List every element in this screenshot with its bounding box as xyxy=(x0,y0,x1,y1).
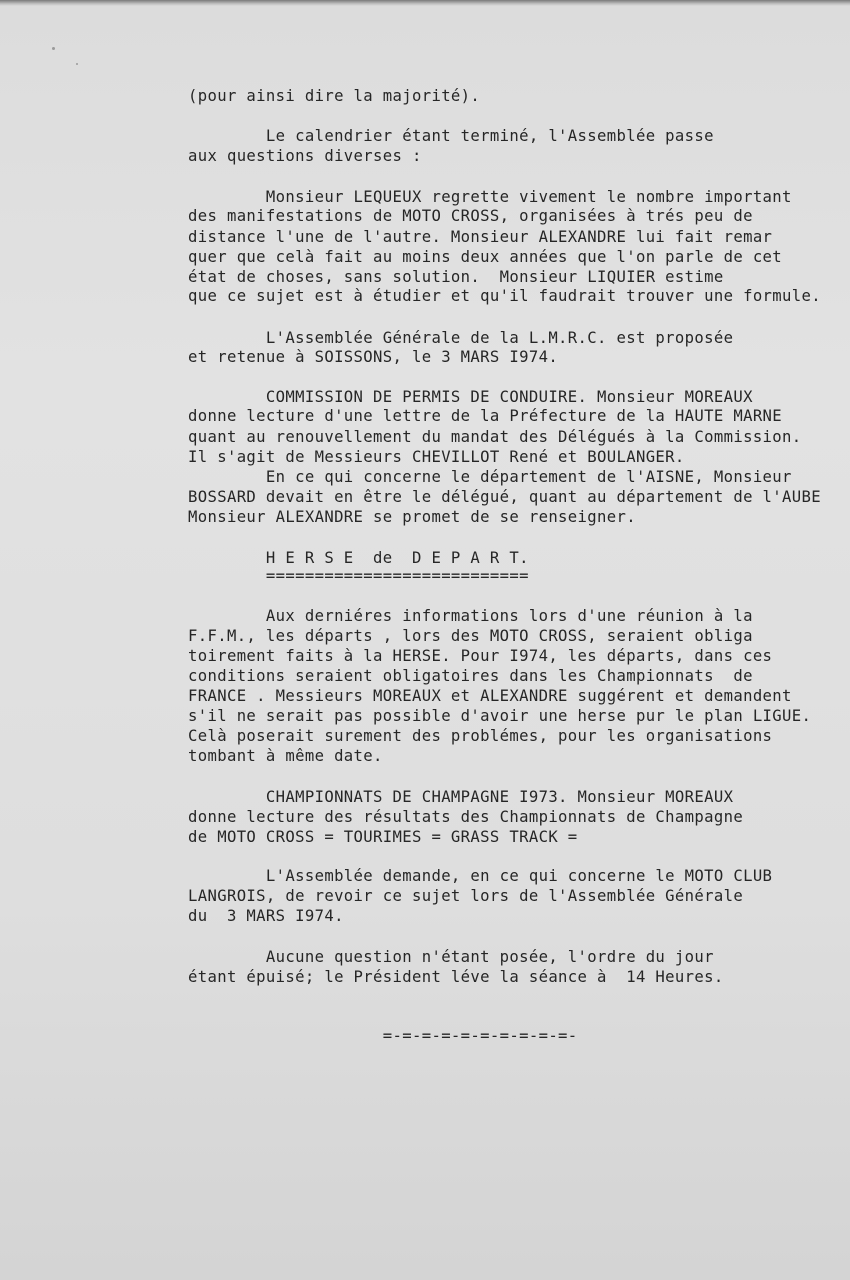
text-line: L'Assemblée Générale de la L.M.R.C. est proposée xyxy=(188,329,734,347)
text-line: de MOTO CROSS = TOURIMES = GRASS TRACK = xyxy=(188,828,578,846)
text-line: L'Assemblée demande, en ce qui concerne le MOTO CLUB xyxy=(188,867,773,885)
page-top-edge xyxy=(0,0,850,6)
text-line: que ce sujet est à étudier et qu'il faudrait trouver une formule. xyxy=(188,287,821,305)
text-line: étant épuisé; le Président léve la séance à 14 Heures. xyxy=(188,968,724,986)
text-line: En ce qui concerne le département de l'AISNE, Monsieur xyxy=(188,468,792,486)
text-line: COMMISSION DE PERMIS DE CONDUIRE. Monsieur MOREAUX xyxy=(188,388,753,406)
text-line: quant au renouvellement du mandat des Délégués à la Commission. xyxy=(188,428,802,446)
text-line: tombant à même date. xyxy=(188,747,383,765)
text-line: Aucune question n'étant posée, l'ordre du jour xyxy=(188,948,714,966)
section-heading: H E R S E de D E P A R T. xyxy=(188,549,529,567)
text-line: Il s'agit de Messieurs CHEVILLOT René et BOULANGER. xyxy=(188,448,685,466)
text-line: du 3 MARS I974. xyxy=(188,907,344,925)
text-line: Aux derniéres informations lors d'une réunion à la xyxy=(188,607,753,625)
text-line: Monsieur LEQUEUX regrette vivement le nombre important xyxy=(188,188,792,206)
paper-speck xyxy=(52,47,55,50)
text-line: conditions seraient obligatoires dans les Championnats de xyxy=(188,667,753,685)
text-line: des manifestations de MOTO CROSS, organisées à trés peu de xyxy=(188,207,753,225)
text-line: état de choses, sans solution. Monsieur LIQUIER estime xyxy=(188,268,724,286)
text-line: CHAMPIONNATS DE CHAMPAGNE I973. Monsieur MOREAUX xyxy=(188,788,734,806)
text-line: Monsieur ALEXANDRE se promet de se renseigner. xyxy=(188,508,636,526)
text-line: LANGROIS, de revoir ce sujet lors de l'Assemblée Générale xyxy=(188,887,744,905)
text-line: donne lecture d'une lettre de la Préfecture de la HAUTE MARNE xyxy=(188,407,783,425)
text-line: (pour ainsi dire la majorité). xyxy=(188,87,481,105)
text-line: Celà poserait surement des problémes, pour les organisations xyxy=(188,727,773,745)
text-line: donne lecture des résultats des Championnats de Champagne xyxy=(188,808,744,826)
text-line: et retenue à SOISSONS, le 3 MARS I974. xyxy=(188,348,559,366)
text-line: quer que celà fait au moins deux années que l'on parle de cet xyxy=(188,248,783,266)
text-line: BOSSARD devait en être le délégué, quant au département de l'AUBE xyxy=(188,488,821,506)
text-line: s'il ne serait pas possible d'avoir une herse pur le plan LIGUE. xyxy=(188,707,812,725)
text-line: F.F.M., les départs , lors des MOTO CROSS, seraient obliga xyxy=(188,627,753,645)
text-line: aux questions diverses : xyxy=(188,147,422,165)
closing-separator: =-=-=-=-=-=-=-=-=-=- xyxy=(188,1027,578,1045)
text-line: toirement faits à la HERSE. Pour I974, les départs, dans ces xyxy=(188,647,773,665)
text-line: FRANCE . Messieurs MOREAUX et ALEXANDRE suggérent et demandent xyxy=(188,687,792,705)
heading-underline: =========================== xyxy=(188,567,529,585)
text-line: distance l'une de l'autre. Monsieur ALEXANDRE lui fait remar xyxy=(188,228,773,246)
text-line: Le calendrier étant terminé, l'Assemblée passe xyxy=(188,127,714,145)
paper-speck xyxy=(76,63,78,65)
